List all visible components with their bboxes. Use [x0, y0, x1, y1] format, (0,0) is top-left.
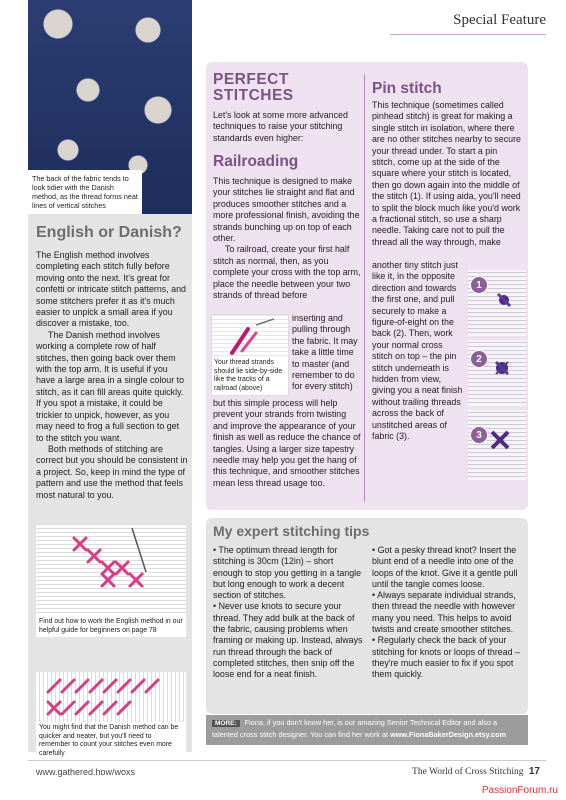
english-danish-heading: English or Danish?	[36, 224, 182, 241]
column-divider	[364, 74, 365, 502]
more-tag: MORE:	[212, 720, 240, 727]
railroading-para2-start: To railroad, create your first half stitch as normal, then, as you complete your cross with the top arm, place the needle between your two strands of thread before	[213, 244, 361, 301]
more-info-bar	[206, 715, 528, 745]
english-method-caption: Find out how to work the English method in our helpful guide for beginners on page 78	[36, 616, 186, 637]
perfect-stitches-heading	[213, 72, 363, 104]
english-stitches-illustration	[36, 524, 186, 616]
tip-item: • Always separate individual strands, then thread the needle with however many you need. This helps to avoid twists and create smoother stitches.	[372, 590, 516, 635]
tips-column-1	[213, 545, 363, 681]
railroading-para2-mid: inserting and pulling through the fabric. It may take a little time to master (and remember to do for every stitch)	[292, 313, 358, 392]
railroad-photo	[211, 314, 289, 396]
footer-url[interactable]: www.gathered.how/woxs	[36, 767, 136, 777]
designer-link[interactable]: www.FionaBakerDesign.etsy.com	[390, 729, 507, 739]
photo-caption: The back of the fabric tends to look tidier with the Danish method, as the thread forms neat lines of vertical stitches	[28, 170, 142, 214]
section-title: Special Feature	[453, 12, 546, 28]
railroading-para1: This technique is designed to make your stitches lie straight and flat and produces smoother stitches and a more professional finish, avoiding the strands bunching up on top of each other.	[213, 176, 360, 244]
step-badge-1: 1	[470, 276, 488, 294]
railroading-para2-end: but this simple process will help prevent your strands from twisting and improve the appearance of your finish as well as reduce the chance of tangles. Using a larger size tapestry needle may help you get the hang of this technique, and smoother stitches mean less thread usage too.	[213, 398, 361, 488]
english-danish-para3: Both methods of stitching are correct but you should be consistent in a project. So, keep in mind the type of pattern and use the method that feels most natural to you.	[36, 443, 188, 500]
english-method-photo	[36, 524, 186, 616]
tip-item: • The optimum thread length for stitching is 30cm (12in) – short enough to stop you getting in a tangle but long enough to work a decent section of stitches.	[213, 545, 362, 601]
pin-stitch-step3-illustration	[468, 410, 526, 480]
footer-rule	[28, 760, 546, 761]
railroading-heading: Railroading	[213, 153, 299, 170]
fabric-back-photo	[28, 0, 192, 214]
pin-stitch-para-start: This technique (sometimes called pinhead stitch) is great for making a single stitch in isolation, where there are no other stitches nearby to secure your thread under. To start a pin stitch, come up at the side of the square where your stitch is located, then go down again into the middle of the stitch (1). If using aida, you'll need to split the block much like you'd work a fractional stitch, so use a sharp needle. Taking care not to pull the thread all the way through, make	[372, 100, 521, 247]
more-text: Fiona, if you don't know her, is our amazing Senior Technical Editor and also a talented cross stitch designer. You can find her work at	[212, 718, 498, 739]
danish-method-caption: You might find that the Danish method can be quicker and neater, but you'll need to remember to count your stitches even more carefully	[36, 722, 186, 760]
footer-magazine	[412, 766, 540, 777]
step-badge-2: 2	[470, 350, 488, 368]
tips-column-2	[372, 545, 522, 681]
needle-icon	[132, 528, 146, 572]
english-danish-para1: The English method involves completing each stitch fully before moving onto the next. It's great for confetti or intricate stitch patterns, and some stitchers prefer it as it's much easier to unpick a small area if you discover a mistake, too.	[36, 250, 186, 329]
tip-item: • Got a pesky thread knot? Insert the blunt end of a needle into one of the loops of the knot. Give it a gentle pull until the tangle comes loose.	[372, 545, 518, 589]
danish-method-photo	[36, 672, 186, 722]
danish-stitches-illustration	[36, 672, 186, 722]
tip-item: • Never use knots to secure your thread. They add bulk at the back of the fabric, causing problems when framing or making up. Instead, always run thread through the back of completed stitches, then snip off the loose end for a neat finish.	[213, 601, 363, 680]
magazine-name: The World of Cross Stitching	[412, 767, 524, 777]
expert-tips-heading: My expert stitching tips	[213, 523, 370, 539]
perfect-heading-line1: PERFECT	[213, 71, 289, 88]
step-badge-3: 3	[470, 426, 488, 444]
perfect-heading-line2: STITCHES	[213, 87, 294, 104]
needle-icon	[256, 319, 274, 325]
perfect-stitches-intro: Let's look at some more advanced techniques to raise your stitching standards even higher:	[213, 110, 348, 143]
pin-stitch-step3-photo	[468, 410, 526, 480]
english-danish-para2: The Danish method involves working a complete row of half stitches, then going back over them with the top arm. It is useful if you have a large area in a single colour to stitch, as it can fill areas quite quickly. If you spot a mistake, it could be trickier to unpick, however, as you may need to frog a full section to get to the stitch you want.	[36, 329, 185, 443]
page-number: 17	[528, 766, 540, 777]
railroad-caption: Your thread strands should lie side-by-side like the tracks of a railroad (above)	[214, 359, 283, 392]
watermark: PassionForum.ru	[481, 785, 558, 796]
pin-stitch-para-end: another tiny stitch just like it, in the opposite direction and towards the first one, and pull securely to make a figure-of-eight on the back (2). Then, work your normal cross stitch on top – the pin stitch underneath is hidden from view, giving you a neat finish without trailing threads across the back of unstitched areas of fabric (3).	[372, 260, 463, 442]
railroading-body	[213, 176, 361, 301]
header-rule	[390, 34, 546, 35]
english-danish-body	[36, 250, 188, 501]
railroad-stitch-illustration	[212, 315, 289, 359]
tip-item: • Regularly check the back of your stitching for knots or loops of thread – they're much easier to fix if you spot them quickly.	[372, 635, 520, 680]
pin-stitch-heading: Pin stitch	[372, 80, 442, 97]
